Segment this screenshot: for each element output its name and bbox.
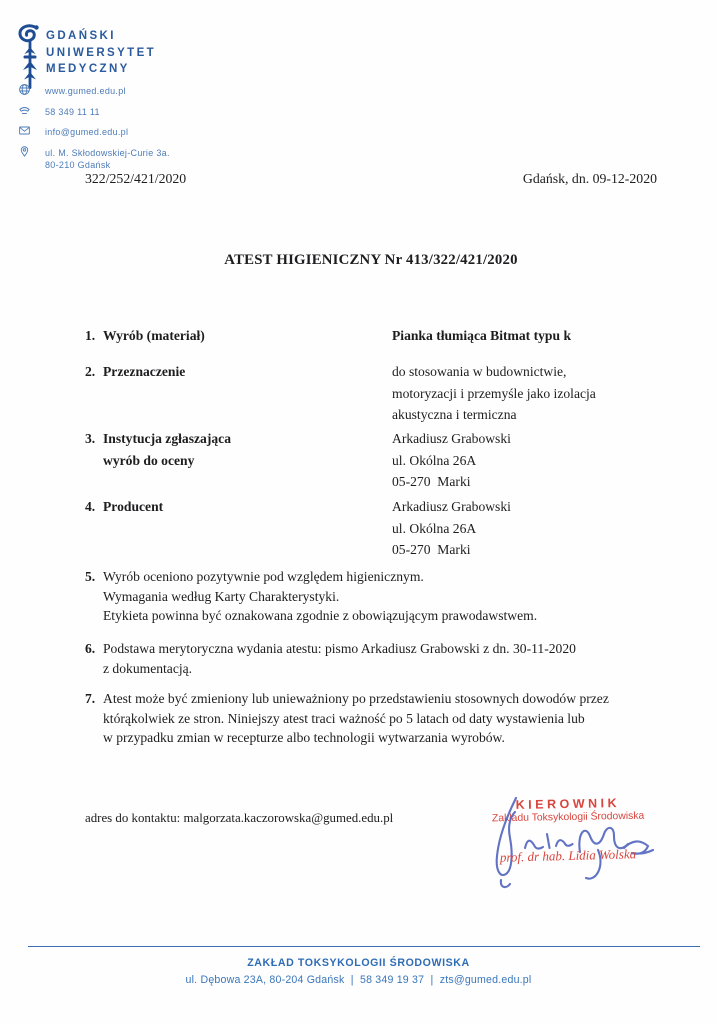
item-value: Pianka tłumiąca Bitmat typu k (392, 328, 572, 343)
paragraph-basis (85, 639, 689, 678)
email-text: info@gumed.edu.pl (45, 127, 129, 137)
phone-icon (18, 104, 31, 117)
address-line-1: ul. M. Skłodowskiej-Curie 3a. (45, 147, 170, 158)
contact-address (18, 146, 170, 172)
paragraph-line: Wymagania według Karty Charakterystyki. (103, 588, 340, 604)
paragraph-line: w przypadku zmian w recepturze albo technologii wytwarzania wyrobów. (103, 730, 505, 746)
university-name-line: MEDYCZNY (46, 63, 130, 75)
paragraph-line: Wyrób oceniono pozytywnie pod względem higienicznym. (103, 569, 424, 584)
address-line-2: 80-210 Gdańsk (45, 160, 111, 170)
paragraph-validity (85, 689, 689, 748)
item-label: Wyrób (materiał) (103, 328, 205, 343)
letterhead-contacts (18, 84, 170, 172)
item-label-line-2: wyrób do oceny (103, 452, 195, 468)
paragraph-line: którąkolwiek ze stron. Niniejszy atest traci ważność po 5 latach od daty wystawienia lub (103, 710, 585, 726)
website-text: www.gumed.edu.pl (45, 86, 126, 96)
stamp-title: KIEROWNIK (515, 796, 621, 812)
university-name-line: GDAŃSKI (46, 30, 116, 42)
handwritten-signature (468, 792, 668, 892)
item-purpose (85, 361, 687, 426)
contact-email (18, 125, 170, 146)
university-name (46, 28, 156, 78)
stamp-signer-name: prof. dr hab. Lidia Wolska (499, 846, 637, 865)
item-number: 1. (85, 328, 96, 343)
contact-address-line: adres do kontaktu: malgorzata.kaczorowska@gumed.edu.pl (85, 811, 394, 825)
footer-divider (28, 946, 700, 947)
item-number: 4. (85, 499, 96, 514)
paragraph-line: Etykieta powinna być oznakowana zgodnie z obowiązującym prawodawstwem. (103, 608, 538, 624)
item-number: 2. (85, 364, 96, 379)
item-value-line: Arkadiusz Grabowski (392, 431, 511, 446)
item-value-line: motoryzacji i przemyśle jako izolacja (392, 385, 596, 401)
item-submitting-institution (85, 428, 687, 493)
item-value-line: Arkadiusz Grabowski (392, 499, 511, 514)
reference-number: 322/252/421/2020 (85, 171, 187, 186)
place-and-date: Gdańsk, dn. 09-12-2020 (522, 171, 657, 186)
paragraph-assessment (85, 567, 689, 626)
item-producer (85, 496, 687, 561)
item-product (85, 325, 687, 347)
paragraph-line: Podstawa merytoryczna wydania atestu: pismo Arkadiusz Grabowski z dn. 30-11-2020 (103, 641, 576, 656)
contact-phone (18, 105, 170, 126)
item-value-line: ul. Okólna 26A (392, 520, 477, 536)
address-text (45, 146, 170, 172)
paragraph-number: 5. (85, 569, 96, 584)
globe-icon (18, 83, 31, 96)
phone-text: 58 349 11 11 (45, 106, 100, 117)
footer-address-line: ul. Dębowa 23A, 80-204 Gdańsk | 58 349 19 37 | zts@gumed.edu.pl (185, 974, 532, 986)
paragraph-number: 7. (85, 691, 96, 706)
item-value-line: akustyczna i termiczna (392, 407, 517, 422)
stamp-subtitle: Zakładu Toksykologii Środowiska (491, 810, 645, 825)
item-value-line: 05-270 Marki (392, 474, 471, 489)
paragraph-line: Atest może być zmieniony lub unieważniony po przedstawieniu stosownych dowodów przez (103, 691, 609, 706)
item-value-line: ul. Okólna 26A (392, 452, 477, 468)
item-label: Producent (103, 499, 164, 514)
item-value-line: do stosowania w budownictwie, (392, 364, 567, 379)
reference-row (85, 171, 657, 187)
university-name-line: UNIWERSYTET (46, 46, 157, 59)
paragraph-line: z dokumentacją. (103, 660, 193, 676)
footer-department-name: ZAKŁAD TOKSYKOLOGII ŚRODOWISKA (247, 957, 470, 969)
location-pin-icon (18, 145, 31, 158)
item-label: Instytucja zgłaszająca (103, 431, 231, 446)
item-number: 3. (85, 431, 96, 446)
contact-website (18, 84, 170, 105)
certificate-title: ATEST HIGIENICZNY Nr 413/322/421/2020 (224, 252, 518, 268)
item-label: Przeznaczenie (103, 364, 186, 379)
item-value-line: 05-270 Marki (392, 542, 471, 557)
paragraph-number: 6. (85, 641, 96, 656)
envelope-icon (18, 124, 31, 137)
